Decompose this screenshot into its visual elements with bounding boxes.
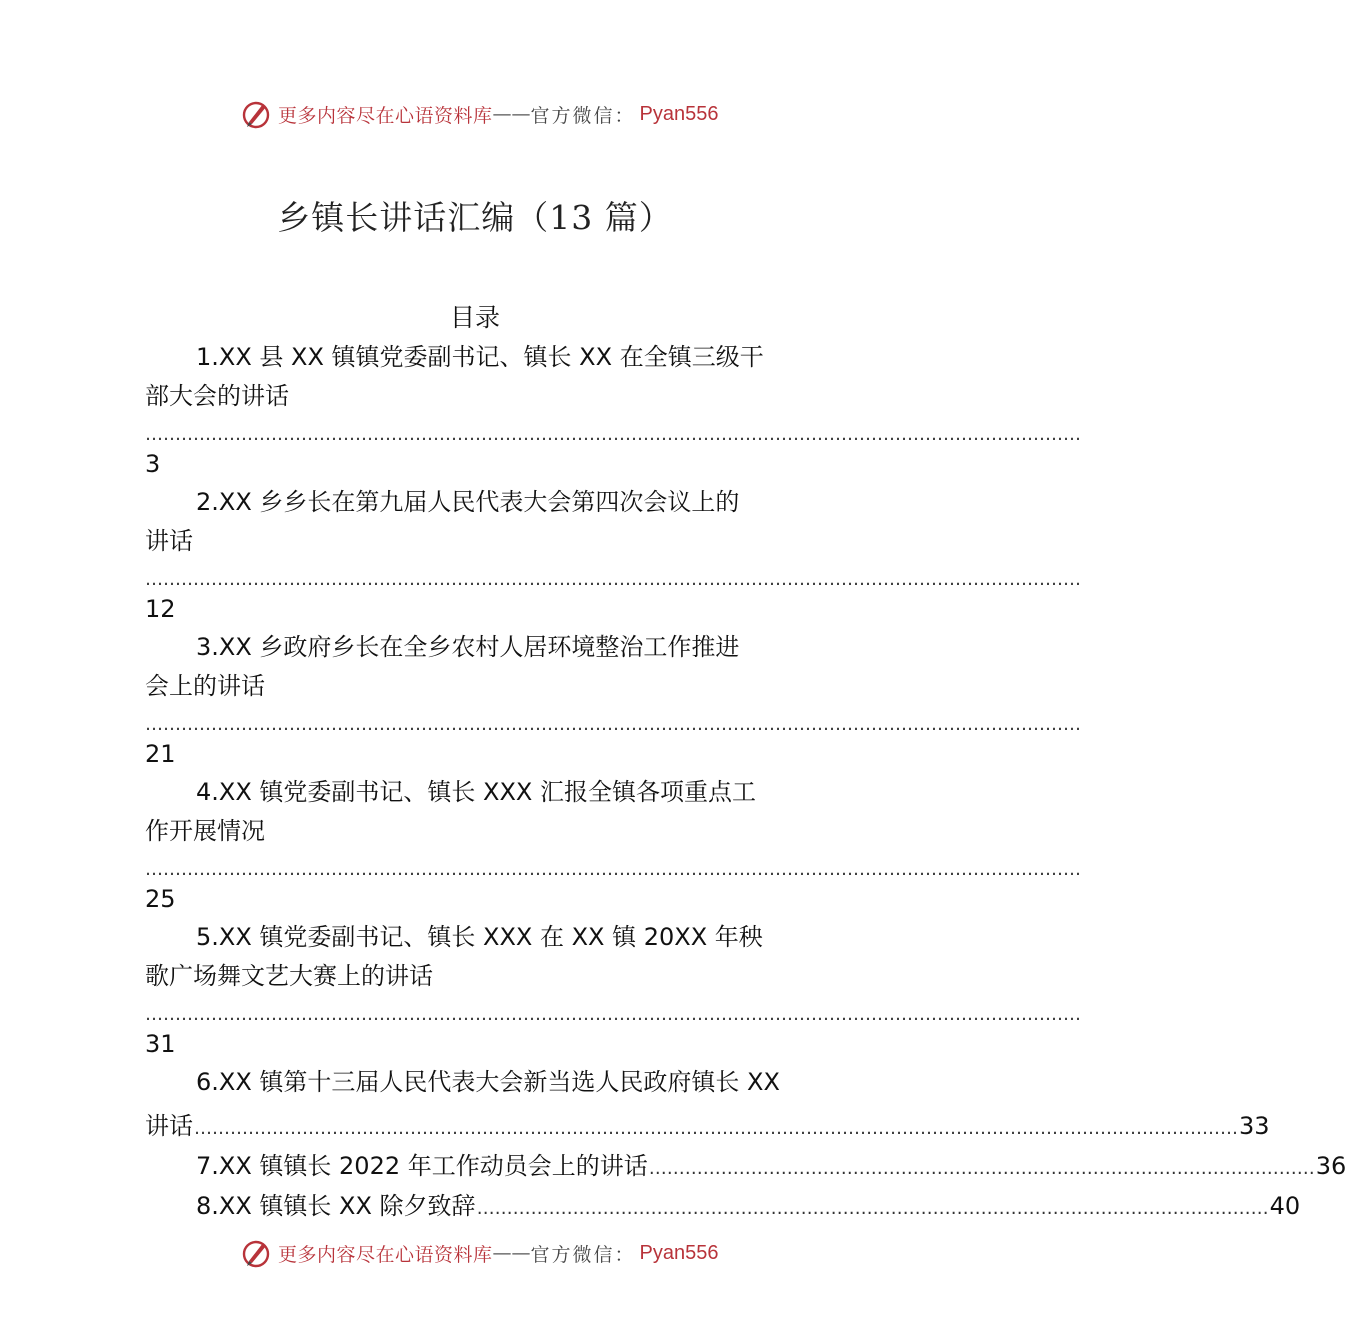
banner-text: 更多内容尽在心语资料库: [278, 104, 493, 127]
pen-logo-icon: [240, 1237, 272, 1269]
toc-entry-8-page: 40: [1269, 1192, 1301, 1220]
footer-banner: [0, 1233, 950, 1273]
banner-text: 更多内容尽在心语资料库: [278, 1243, 493, 1266]
document-title: 乡镇长讲话汇编（13 篇）: [277, 198, 673, 237]
toc-entry-8-text: 8.XX 镇镇长 XX 除夕致辞: [196, 1192, 476, 1220]
toc-entry-1-leader: …………………………………………………………………………………………………………………………………………: [145, 424, 1081, 445]
toc-entry-6-line2-text: 讲话: [145, 1112, 193, 1140]
toc-entry-2-line1[interactable]: 2.XX 乡乡长在第九届人民代表大会第四次会议上的: [196, 488, 740, 516]
toc-entry-5-line2[interactable]: 歌广场舞文艺大赛上的讲话: [145, 962, 433, 990]
toc-entry-1-page[interactable]: 3: [145, 450, 161, 478]
toc-entry-4-line2[interactable]: 作开展情况: [145, 817, 265, 845]
toc-entry-1-line2[interactable]: 部大会的讲话: [145, 382, 289, 410]
toc-entry-1-line1[interactable]: 1.XX 县 XX 镇镇党委副书记、镇长 XX 在全镇三级干: [196, 343, 764, 371]
toc-entry-8-leader: ……………………………………………………………………………………………………………………: [476, 1198, 1269, 1219]
toc-entry-2-line2[interactable]: 讲话: [145, 527, 193, 555]
pen-logo-icon: [240, 98, 272, 130]
toc-entry-8[interactable]: [196, 1186, 1301, 1221]
toc-entry-6-page: 33: [1239, 1112, 1270, 1140]
toc-entry-3-page[interactable]: 21: [145, 740, 176, 768]
toc-entry-7-page: 36: [1315, 1152, 1346, 1180]
banner-dash: ——: [492, 103, 531, 125]
banner-wechat-label: 官方微信：: [530, 104, 636, 127]
toc-entry-3-line2[interactable]: 会上的讲话: [145, 672, 265, 700]
toc-entry-4-line1[interactable]: 4.XX 镇党委副书记、镇长 XXX 汇报全镇各项重点工: [196, 778, 756, 806]
banner-wechat-label: 官方微信：: [530, 1243, 636, 1266]
toc-entry-7[interactable]: [196, 1146, 1346, 1181]
toc-entry-5-page[interactable]: 31: [145, 1030, 176, 1058]
toc-entry-6-line2[interactable]: [145, 1106, 1270, 1141]
toc-entry-2-page[interactable]: 12: [145, 595, 176, 623]
toc-entry-6-leader: …………………………………………………………………………………………………………………………………………………………: [194, 1118, 1238, 1139]
toc-entry-4-leader: …………………………………………………………………………………………………………………………………………: [145, 859, 1081, 880]
toc-heading: 目录: [449, 303, 500, 332]
banner-wechat-id: Pyan556: [639, 102, 719, 125]
toc-entry-4-page[interactable]: 25: [145, 885, 176, 913]
header-banner: [0, 94, 950, 134]
toc-entry-5-line1[interactable]: 5.XX 镇党委副书记、镇长 XXX 在 XX 镇 20XX 年秧: [196, 923, 763, 951]
banner-wechat-id: Pyan556: [639, 1241, 719, 1264]
toc-entry-5-leader: …………………………………………………………………………………………………………………………………………: [145, 1004, 1081, 1025]
toc-entry-7-leader: …………………………………………………………………………………………………: [648, 1158, 1315, 1179]
toc-entry-2-leader: …………………………………………………………………………………………………………………………………………: [145, 569, 1081, 590]
banner-dash: ——: [492, 1242, 531, 1264]
toc-entry-3-leader: …………………………………………………………………………………………………………………………………………: [145, 714, 1081, 735]
toc-entry-3-line1[interactable]: 3.XX 乡政府乡长在全乡农村人居环境整治工作推进: [196, 633, 740, 661]
toc-entry-6-line1[interactable]: 6.XX 镇第十三届人民代表大会新当选人民政府镇长 XX: [196, 1068, 780, 1096]
toc-entry-7-text: 7.XX 镇镇长 2022 年工作动员会上的讲话: [196, 1152, 648, 1180]
